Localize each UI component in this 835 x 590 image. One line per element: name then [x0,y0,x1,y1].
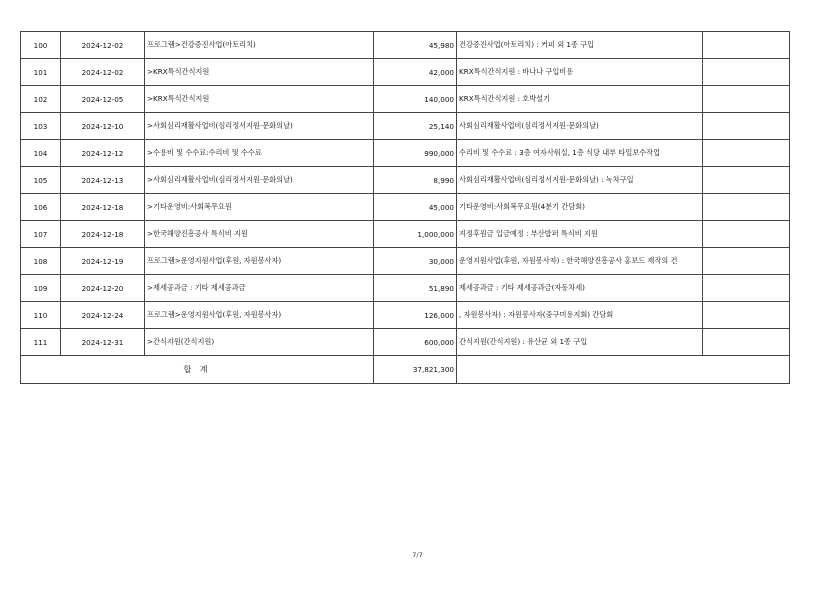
total-row [21,356,790,384]
note-cell [703,221,790,248]
account-cell: 프로그램>운영지원사업(후원, 자원봉사자) [145,248,374,275]
account-cell: >간식지원(간식지원) [145,329,374,356]
date-cell: 2024-12-19 [61,248,145,275]
description-cell: 건강증진사업(아토리치) : 커피 외 1종 구입 [457,32,703,59]
date-cell: 2024-12-20 [61,275,145,302]
description-cell: 지정후원금 입금예정 : 부산밥퍼 특식비 지원 [457,221,703,248]
description-cell: 수리비 및 수수료 : 3층 여자사워실, 1층 식당 내부 타일보수작업 [457,140,703,167]
row-number-cell: 102 [21,86,61,113]
row-number-cell: 100 [21,32,61,59]
row-number-cell: 107 [21,221,61,248]
table-row [21,248,790,275]
description-cell: KRX특식간식지원 : 호박설기 [457,86,703,113]
date-cell: 2024-12-10 [61,113,145,140]
table-row [21,113,790,140]
page-number: 7/7 [412,551,423,559]
table-row [21,329,790,356]
description-cell: 기타운영비:사회복무요원(4분기 간담회) [457,194,703,221]
note-cell [703,86,790,113]
date-cell: 2024-12-31 [61,329,145,356]
expense-ledger-table [20,31,790,384]
description-cell: KRX특식간식지원 : 바나나 구입비용 [457,59,703,86]
amount-cell: 140,000 [374,86,457,113]
account-cell: >사회심리재활사업비(심리정서지원·문화의날) [145,113,374,140]
note-cell [703,248,790,275]
amount-cell: 8,990 [374,167,457,194]
row-number-cell: 105 [21,167,61,194]
date-cell: 2024-12-24 [61,302,145,329]
table-row [21,221,790,248]
amount-cell: 45,980 [374,32,457,59]
account-cell: >사회심리재활사업비(심리정서지원·문화의날) [145,167,374,194]
row-number-cell: 108 [21,248,61,275]
row-number-cell: 104 [21,140,61,167]
account-cell: >기타운영비:사회복무요원 [145,194,374,221]
amount-cell: 45,000 [374,194,457,221]
description-cell: 간식지원(간식지원) : 유산균 외 1종 구입 [457,329,703,356]
table-row [21,140,790,167]
description-cell: 제세공과금 : 기타 제세공과금(자동차세) [457,275,703,302]
amount-cell: 126,000 [374,302,457,329]
ledger-body [21,32,790,384]
account-cell: >한국해양진흥공사 특식비 지원 [145,221,374,248]
description-cell: 운영지원사업(후원, 자원봉사자) : 한국해양진흥공사 홍보드 제작의 건 [457,248,703,275]
note-cell [703,32,790,59]
amount-cell: 51,890 [374,275,457,302]
total-label: 합 계 [21,356,374,384]
row-number-cell: 103 [21,113,61,140]
amount-cell: 600,000 [374,329,457,356]
total-amount: 37,821,300 [374,356,457,384]
account-cell: >제세공과금 : 기타 제세공과금 [145,275,374,302]
table-row [21,275,790,302]
date-cell: 2024-12-13 [61,167,145,194]
amount-cell: 42,000 [374,59,457,86]
date-cell: 2024-12-18 [61,194,145,221]
date-cell: 2024-12-18 [61,221,145,248]
account-cell: 프로그램>건강증진사업(아토리치) [145,32,374,59]
note-cell [703,113,790,140]
note-cell [703,194,790,221]
account-cell: >KRX특식간식지원 [145,86,374,113]
note-cell [703,302,790,329]
row-number-cell: 111 [21,329,61,356]
note-cell [703,167,790,194]
note-cell [703,140,790,167]
table-row [21,194,790,221]
note-cell [703,275,790,302]
account-cell: >KRX특식간식지원 [145,59,374,86]
table-row [21,59,790,86]
date-cell: 2024-12-12 [61,140,145,167]
date-cell: 2024-12-02 [61,32,145,59]
row-number-cell: 110 [21,302,61,329]
row-number-cell: 101 [21,59,61,86]
account-cell: >수용비 및 수수료:수리비 및 수수료 [145,140,374,167]
table-row [21,86,790,113]
note-cell [703,59,790,86]
note-cell [703,329,790,356]
date-cell: 2024-12-02 [61,59,145,86]
account-cell: 프로그램>운영지원사업(후원, 자원봉사자) [145,302,374,329]
table-row [21,32,790,59]
amount-cell: 30,000 [374,248,457,275]
date-cell: 2024-12-05 [61,86,145,113]
row-number-cell: 109 [21,275,61,302]
row-number-cell: 106 [21,194,61,221]
table-row [21,302,790,329]
description-cell: 사회심리재활사업비(심리정서지원·문화의날) [457,113,703,140]
description-cell: , 자원봉사자) : 자원봉사자(중구미용지회) 간담회 [457,302,703,329]
total-blank-cell [457,356,790,384]
table-row [21,167,790,194]
amount-cell: 990,000 [374,140,457,167]
description-cell: 사회심리재활사업비(심리정서지원·문화의날) : 녹차구입 [457,167,703,194]
amount-cell: 25,140 [374,113,457,140]
amount-cell: 1,000,000 [374,221,457,248]
